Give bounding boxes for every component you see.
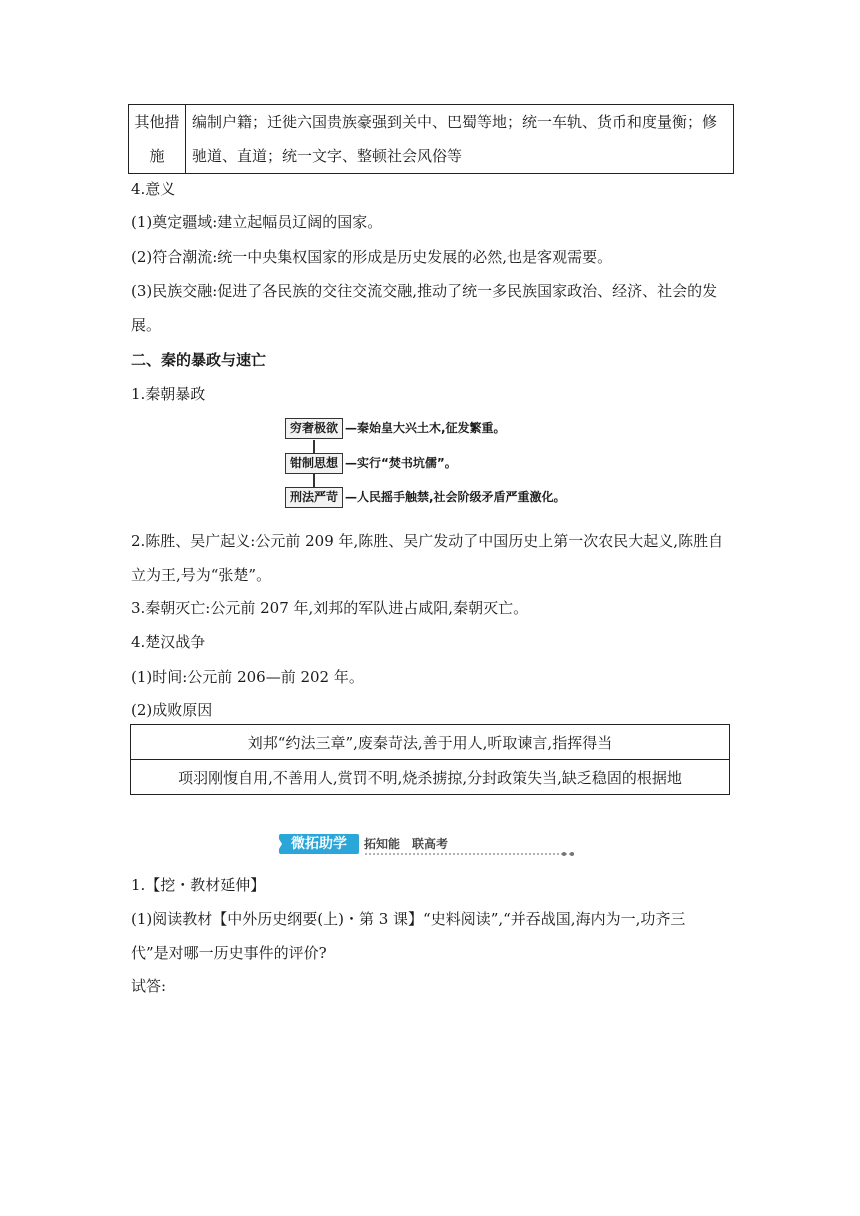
banner-dot-icon xyxy=(562,852,566,856)
exercise-heading: 1.【挖・教材延伸】 xyxy=(131,876,266,894)
diagram-box-thought: 钳制思想 xyxy=(285,453,343,474)
significance-item-2: (2)符合潮流:统一中央集权国家的形成是历史发展的必然,也是客观需要。 xyxy=(131,248,613,266)
significance-item-3-line2: 展。 xyxy=(131,316,162,334)
measures-content-cell xyxy=(186,105,734,174)
war-heading: 4.楚汉战争 xyxy=(131,633,206,651)
tyranny-heading: 1.秦朝暴政 xyxy=(131,385,206,403)
significance-item-1: (1)奠定疆域:建立起幅员辽阔的国家。 xyxy=(131,213,383,231)
section-heading: 二、秦的暴政与速亡 xyxy=(131,351,267,369)
banner-dotted-line xyxy=(364,853,574,855)
cause-liu-bang: 刘邦“约法三章”,废秦苛法,善于用人,听取谏言,指挥得当 xyxy=(131,725,730,760)
exercise-question-line1: (1)阅读教材【中外历史纲要(上)・第 3 课】“史料阅读”,“并吞战国,海内为一,功齐三 xyxy=(131,910,686,928)
diagram-text-law: —人民摇手触禁,社会阶级矛盾严重激化。 xyxy=(345,490,566,504)
qin-fall: 3.秦朝灭亡:公元前 207 年,刘邦的军队进占咸阳,秦朝灭亡。 xyxy=(131,599,529,617)
banner-subtitle: 拓知能 联高考 xyxy=(364,837,449,851)
war-time: (1)时间:公元前 206—前 202 年。 xyxy=(131,668,364,686)
measures-label-line2: 施 xyxy=(149,147,165,165)
diagram-text-luxury: —秦始皇大兴土木,征发繁重。 xyxy=(345,421,506,435)
significance-heading: 4.意义 xyxy=(131,180,176,198)
measures-label-line1: 其他措 xyxy=(134,113,180,131)
uprising-line2: 立为王,号为“张楚”。 xyxy=(131,566,272,584)
banner-badge: 微拓助学 xyxy=(279,834,359,854)
measures-content-line1: 编制户籍；迁徙六国贵族豪强到关中、巴蜀等地；统一车轨、货币和度量衡；修 xyxy=(192,113,718,131)
exercise-question-line2: 代”是对哪一历史事件的评价? xyxy=(131,944,327,962)
war-cause-heading: (2)成败原因 xyxy=(131,701,213,719)
measures-content-line2: 驰道、直道；统一文字、整顿社会风俗等 xyxy=(192,147,463,165)
banner-arrow-icon xyxy=(276,834,282,854)
cause-xiang-yu: 项羽刚愎自用,不善用人,赏罚不明,烧杀掳掠,分封政策失当,缺乏稳固的根据地 xyxy=(131,760,730,795)
uprising-line1: 2.陈胜、吴广起义:公元前 209 年,陈胜、吴广发动了中国历史上第一次农民大起义,陈胜自 xyxy=(131,532,724,550)
cause-table xyxy=(130,724,730,795)
diagram-box-luxury: 穷奢极欲 xyxy=(285,418,343,439)
answer-label: 试答: xyxy=(131,977,167,995)
significance-item-3-line1: (3)民族交融:促进了各民族的交往交流交融,推动了统一多民族国家政治、经济、社会的发 xyxy=(131,282,718,300)
table-row xyxy=(131,760,730,795)
banner-dot-icon xyxy=(570,852,574,856)
table-row xyxy=(131,725,730,760)
diagram-box-law: 刑法严苛 xyxy=(285,487,343,508)
measures-table xyxy=(128,104,734,174)
diagram-text-thought: —实行“焚书坑儒”。 xyxy=(345,456,457,470)
measures-label-cell xyxy=(129,105,186,174)
